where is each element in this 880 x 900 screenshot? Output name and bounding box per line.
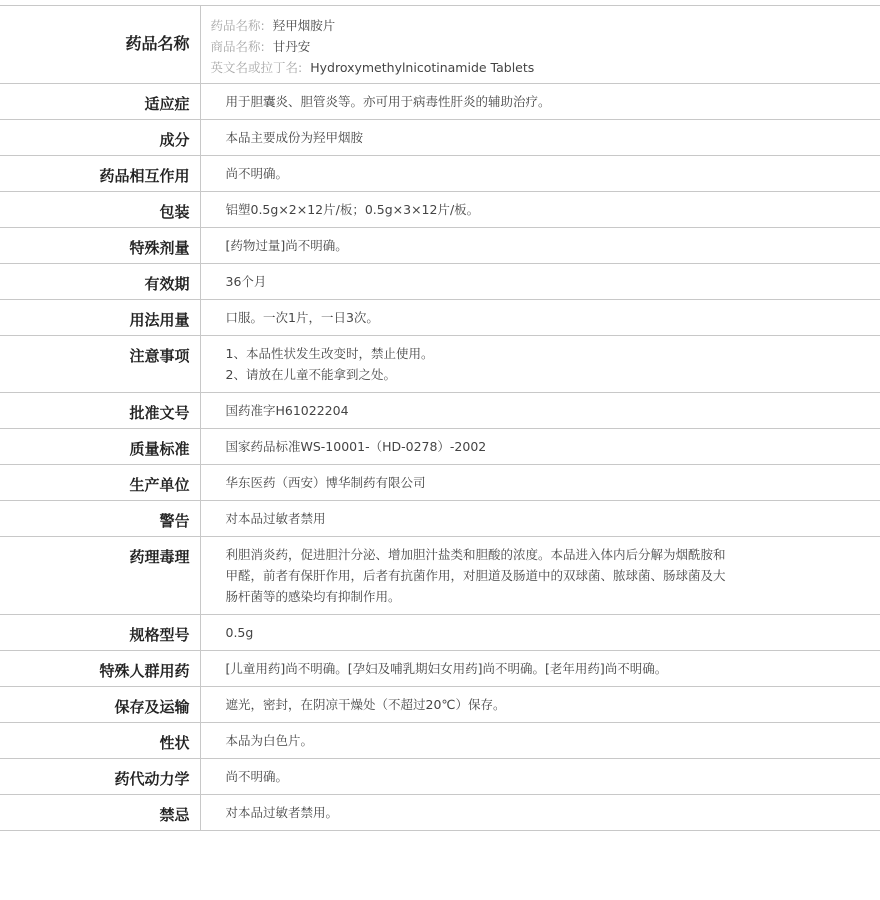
spec-row-value — [200, 465, 880, 501]
spec-row-label: 药品相互作用 — [0, 156, 200, 192]
spec-row-value — [200, 615, 880, 651]
spec-value-line: 华东医药（西安）博华制药有限公司 — [225, 475, 426, 490]
spec-row-value — [200, 537, 880, 615]
spec-value-line: 甲醛，前者有保肝作用，后者有抗菌作用，对胆道及肠道中的双球菌、脓球菌、肠球菌及大 — [225, 568, 726, 583]
spec-row-value — [200, 723, 880, 759]
spec-row — [0, 336, 880, 393]
spec-row-label: 包装 — [0, 192, 200, 228]
drug-names-cell — [200, 6, 880, 84]
spec-row — [0, 300, 880, 336]
spec-row-label: 禁忌 — [0, 795, 200, 831]
spec-row-value — [200, 264, 880, 300]
trade-name-line — [211, 36, 871, 57]
spec-row — [0, 759, 880, 795]
spec-row-value — [200, 429, 880, 465]
spec-value-line: 本品为白色片。 — [225, 733, 314, 748]
spec-value-line: [药物过量]尚不明确。 — [225, 238, 348, 253]
spec-row-value — [200, 120, 880, 156]
generic-name-value: 羟甲烟胺片 — [272, 18, 336, 33]
spec-row-label: 药代动力学 — [0, 759, 200, 795]
spec-row-value — [200, 651, 880, 687]
trade-name-value: 甘丹安 — [272, 39, 311, 54]
spec-row-value — [200, 228, 880, 264]
spec-row — [0, 537, 880, 615]
spec-row — [0, 84, 880, 120]
english-name-line — [211, 57, 871, 78]
row-drug-names — [0, 6, 880, 84]
english-name-key: 英文名或拉丁名: — [210, 60, 303, 75]
spec-row-value — [200, 687, 880, 723]
spec-row — [0, 795, 880, 831]
spec-value-line: 2、请放在儿童不能拿到之处。 — [225, 367, 396, 382]
spec-row-label: 适应症 — [0, 84, 200, 120]
spec-row-label: 用法用量 — [0, 300, 200, 336]
spec-row — [0, 228, 880, 264]
spec-row — [0, 723, 880, 759]
spec-value-line: 36个月 — [225, 274, 267, 289]
spec-row-label: 生产单位 — [0, 465, 200, 501]
spec-row-label: 警告 — [0, 501, 200, 537]
spec-row-value — [200, 300, 880, 336]
spec-row-value — [200, 192, 880, 228]
spec-value-line: 对本品过敏者禁用。 — [225, 805, 339, 820]
trade-name-key: 商品名称: — [210, 39, 265, 54]
spec-row — [0, 687, 880, 723]
spec-row-label: 质量标准 — [0, 429, 200, 465]
spec-row-label: 规格型号 — [0, 615, 200, 651]
spec-row-value — [200, 393, 880, 429]
generic-name-key: 药品名称: — [210, 18, 265, 33]
spec-row-value — [200, 501, 880, 537]
spec-row — [0, 192, 880, 228]
english-name-value: Hydroxymethylnicotinamide Tablets — [310, 60, 535, 75]
spec-value-line: 铝塑0.5g×2×12片/板；0.5g×3×12片/板。 — [225, 202, 480, 217]
spec-value-line: 肠杆菌等的感染均有抑制作用。 — [225, 589, 401, 604]
spec-value-line: 口服。一次1片，一日3次。 — [225, 310, 379, 325]
spec-row-label: 性状 — [0, 723, 200, 759]
spec-row — [0, 156, 880, 192]
spec-row-label: 注意事项 — [0, 336, 200, 393]
drug-spec-table — [0, 5, 880, 831]
spec-row — [0, 651, 880, 687]
spec-row-value — [200, 759, 880, 795]
spec-row-value — [200, 156, 880, 192]
spec-table-body — [0, 6, 880, 831]
spec-value-line: 本品主要成份为羟甲烟胺 — [225, 130, 364, 145]
spec-value-line: 1、本品性状发生改变时，禁止使用。 — [225, 346, 434, 361]
spec-row-value — [200, 795, 880, 831]
spec-row-label: 批准文号 — [0, 393, 200, 429]
spec-row — [0, 120, 880, 156]
spec-row — [0, 429, 880, 465]
spec-row-value — [200, 336, 880, 393]
spec-value-line: 用于胆囊炎、胆管炎等。亦可用于病毒性肝炎的辅助治疗。 — [225, 94, 551, 109]
spec-row — [0, 465, 880, 501]
generic-name-line — [211, 15, 871, 36]
spec-row-label: 特殊剂量 — [0, 228, 200, 264]
row-label-drug-names: 药品名称 — [0, 6, 200, 84]
spec-row-label: 有效期 — [0, 264, 200, 300]
spec-value-line: 国药准字H61022204 — [225, 403, 349, 418]
spec-value-line: 尚不明确。 — [225, 166, 289, 181]
spec-value-line: 利胆消炎药，促进胆汁分泌、增加胆汁盐类和胆酸的浓度。本品进入体内后分解为烟酰胺和 — [225, 547, 726, 562]
spec-row-label: 保存及运输 — [0, 687, 200, 723]
spec-row-label: 特殊人群用药 — [0, 651, 200, 687]
spec-row-label: 药理毒理 — [0, 537, 200, 615]
spec-row — [0, 264, 880, 300]
spec-value-line: 对本品过敏者禁用 — [225, 511, 326, 526]
spec-value-line: 遮光，密封，在阴凉干燥处（不超过20℃）保存。 — [225, 697, 506, 712]
spec-row — [0, 615, 880, 651]
spec-row-value — [200, 84, 880, 120]
spec-value-line: [儿童用药]尚不明确。[孕妇及哺乳期妇女用药]尚不明确。[老年用药]尚不明确。 — [225, 661, 668, 676]
spec-value-line: 尚不明确。 — [225, 769, 289, 784]
spec-row — [0, 501, 880, 537]
spec-row-label: 成分 — [0, 120, 200, 156]
spec-value-line: 国家药品标准WS-10001-（HD-0278）-2002 — [225, 439, 487, 454]
spec-row — [0, 393, 880, 429]
spec-value-line: 0.5g — [225, 625, 254, 640]
